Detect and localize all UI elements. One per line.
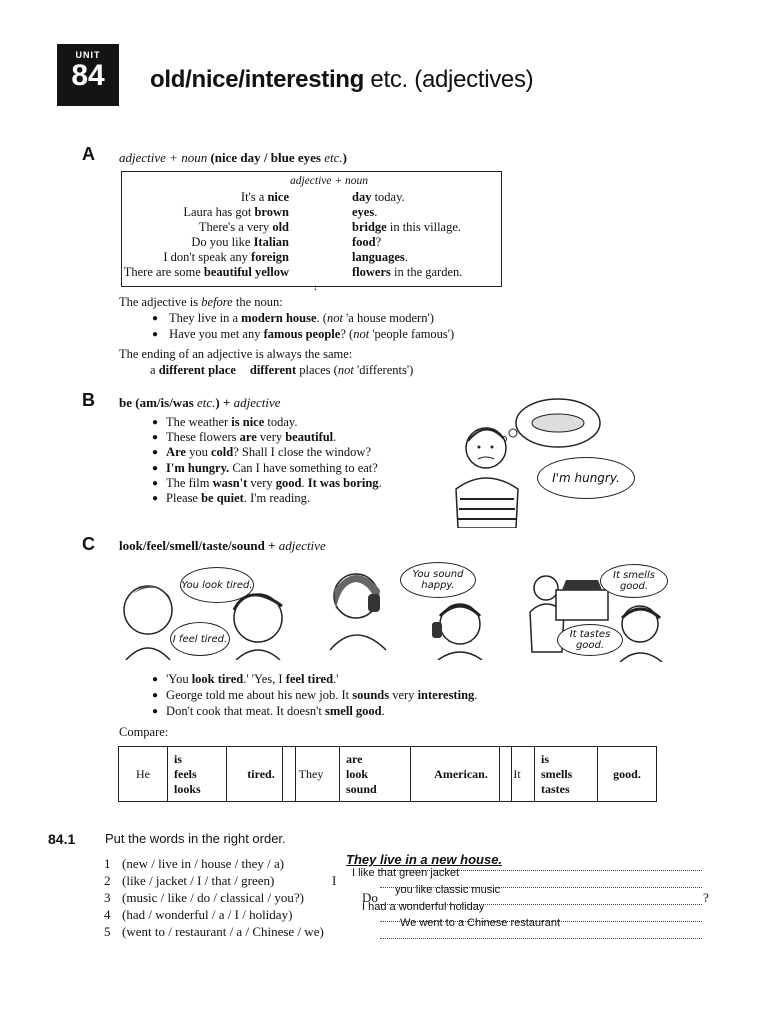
row-adjective: nice	[267, 190, 289, 204]
table-row-left	[183, 205, 289, 220]
answer-text[interactable]: They live in a new house.	[346, 852, 503, 867]
plate-of-food-icon	[532, 414, 584, 432]
seg-bold: be (am/is/was	[119, 395, 194, 410]
table-row-right	[352, 250, 408, 265]
table-row-left	[124, 265, 289, 280]
bullet-line	[152, 430, 336, 445]
bullet-line	[152, 688, 477, 703]
seg: 'You	[166, 672, 192, 686]
seg-italic: etc.	[197, 395, 216, 410]
section-a-heading-etc: etc.	[324, 150, 343, 165]
seg: The weather	[166, 415, 232, 429]
compare-adjective: tired.	[247, 766, 275, 781]
ending-note: The ending of an adjective is always the same:	[119, 347, 353, 361]
row-pre: Do you like	[191, 235, 254, 249]
item-number: 4	[104, 907, 111, 922]
bullet-line	[152, 704, 385, 719]
row-adjective: old	[272, 220, 289, 234]
title-rest: etc. (adjectives)	[364, 66, 534, 93]
seg: today.	[264, 415, 298, 429]
row-noun: languages	[352, 250, 405, 264]
exercise-item	[104, 856, 284, 872]
table-row-right	[352, 205, 377, 220]
seg: These flowers	[166, 430, 240, 445]
compare-subject: It	[500, 747, 535, 801]
answer-suffix: ?	[703, 890, 709, 905]
a-bullet-1	[152, 311, 434, 326]
row-pre: There are some	[123, 265, 204, 279]
seg: .' 'Yes, I	[243, 672, 286, 686]
seg-italic: not	[353, 327, 370, 341]
answer-text[interactable]: I like that green jacket	[352, 867, 460, 879]
section-a-heading-bold: (nice day / blue eyes	[210, 150, 321, 165]
answer-text[interactable]: We went to a Chinese restaurant	[400, 917, 560, 929]
compare-adjective: good.	[613, 766, 641, 781]
row-post: in the garden.	[390, 265, 463, 279]
title-bold: old/nice/interesting	[150, 66, 365, 93]
item-number: 3	[104, 890, 111, 905]
seg: very	[389, 688, 418, 702]
compare-label: Compare:	[119, 725, 169, 739]
section-c-heading	[119, 538, 326, 554]
section-b-letter: B	[82, 390, 95, 410]
seg-bold: beautiful	[285, 430, 334, 445]
table-row-left	[191, 235, 289, 250]
row-noun: flowers	[352, 265, 391, 279]
exercise-item	[104, 890, 304, 906]
seg-bold: feel tired	[285, 672, 334, 686]
row-noun: bridge	[352, 220, 387, 234]
compare-verb: look	[346, 766, 369, 781]
seg-bold: different	[249, 363, 297, 377]
exercise-item	[104, 924, 324, 940]
section-a-letter: A	[82, 144, 95, 164]
seg: .	[381, 704, 385, 718]
seg-bold: Are	[166, 445, 186, 460]
item-number: 1	[104, 856, 111, 871]
seg-italic: not	[337, 363, 354, 377]
seg-italic: not	[326, 311, 343, 325]
before-text-2: the noun:	[232, 295, 283, 309]
seg: Can I have something to eat?	[229, 460, 378, 475]
unit-badge	[57, 44, 119, 106]
table-row-right	[352, 190, 405, 205]
table-row-right	[352, 265, 462, 280]
seg: ? Shall I close the window?	[233, 445, 371, 460]
seg: Please	[166, 491, 202, 505]
bubble-you-sound-happy: You sound happy.	[400, 562, 476, 598]
row-post: ?	[375, 235, 382, 249]
seg: very	[247, 475, 276, 490]
answer-prefix: I	[332, 873, 337, 888]
section-a-heading-italic: adjective + noun	[119, 150, 208, 165]
seg: ? (	[340, 327, 354, 341]
section-c-letter: C	[82, 534, 95, 554]
item-number: 2	[104, 873, 111, 888]
before-text-1: The adjective is	[119, 295, 202, 309]
seg-italic: adjective	[278, 538, 326, 553]
row-pre: There's a very	[198, 220, 273, 234]
answer-text[interactable]: you like classic music	[395, 884, 501, 896]
boy-body	[456, 478, 518, 528]
seg: .	[301, 475, 308, 490]
cooker-icon	[556, 590, 608, 620]
section-a-heading	[119, 150, 347, 166]
ending-example	[150, 363, 413, 378]
bubble-i-feel-tired: I feel tired.	[170, 622, 230, 656]
item-words: (went to / restaurant / a / Chinese / we)	[122, 924, 324, 939]
seg: They live in a	[168, 311, 242, 325]
item-words: (new / live in / house / they / a)	[122, 856, 285, 871]
hungry-boy-illustration	[448, 393, 648, 528]
adjective-before-note	[119, 295, 283, 310]
compare-subject: He	[119, 747, 168, 801]
seg-bold: famous people	[263, 327, 341, 341]
seg: George told me about his new job. It	[166, 688, 353, 702]
row-adjective: Italian	[253, 235, 289, 249]
item-number: 5	[104, 924, 111, 939]
seg: Have you met any	[169, 327, 264, 341]
seg-bold: modern house	[241, 311, 317, 325]
compare-verbs	[535, 747, 598, 801]
answer-line[interactable]	[380, 938, 702, 939]
exercise-item	[104, 907, 292, 923]
bullet-line	[152, 491, 310, 506]
seg-bold: good	[275, 475, 302, 490]
compare-table	[118, 746, 296, 802]
exercise-instruction: Put the words in the right order.	[105, 831, 286, 846]
bubble-it-smells-good: It smells good.	[600, 564, 668, 598]
row-adjective: beautiful yellow	[203, 265, 289, 279]
compare-adjective: American.	[434, 766, 488, 781]
table-row-right	[352, 220, 461, 235]
seg: Don't cook that meat. It doesn't	[166, 704, 326, 718]
compare-verb: smells	[541, 766, 573, 781]
seg-bold: different place	[158, 363, 236, 377]
exercise-number: 84.1	[48, 831, 76, 847]
section-b-heading	[119, 395, 281, 411]
item-words: (had / wonderful / a / I / holiday)	[122, 907, 293, 922]
seg: 'differents')	[353, 363, 414, 377]
seg-bold: smell good	[325, 704, 382, 718]
table-row-right	[352, 235, 381, 250]
before-italic: before	[201, 295, 233, 309]
seg: 'a house modern')	[342, 311, 434, 325]
seg-bold: are	[239, 430, 257, 445]
seg: 'people famous')	[369, 327, 455, 341]
compare-verb: is	[174, 751, 183, 766]
seg: .	[378, 475, 382, 490]
seg: .	[474, 688, 478, 702]
item-words: (like / jacket / I / that / green)	[122, 873, 275, 888]
compare-subject: They	[283, 747, 340, 801]
seg-bold: ) +	[215, 395, 234, 410]
bullet-line	[152, 672, 338, 687]
compare-verbs	[168, 747, 227, 801]
table-row-left	[241, 190, 289, 205]
compare-table	[282, 746, 512, 802]
row-post: today.	[371, 190, 405, 204]
row-noun: day	[352, 190, 372, 204]
seg-bold: is nice	[231, 415, 265, 429]
bullet-line	[152, 461, 378, 476]
seg-italic: adjective	[233, 395, 281, 410]
table-row-left	[199, 220, 289, 235]
bullet-line	[152, 415, 298, 430]
seg: very	[256, 430, 286, 445]
seg-bold: I'm hungry.	[166, 460, 230, 475]
row-pre: I don't speak any	[163, 250, 252, 264]
compare-verb: feels	[174, 766, 197, 781]
seg-bold: wasn't	[212, 475, 248, 490]
row-adjective: foreign	[251, 250, 289, 264]
row-pre: It's a	[240, 190, 268, 204]
seg-bold: look/feel/smell/taste/sound +	[119, 538, 279, 553]
seg-bold: It was boring	[307, 475, 379, 490]
unit-number: 84	[71, 59, 105, 92]
seg: a	[150, 363, 159, 377]
compare-verb: tastes	[541, 781, 570, 796]
unit-label: UNIT	[75, 50, 101, 60]
row-pre: Laura has got	[183, 205, 255, 219]
bullet-line	[152, 476, 382, 491]
row-post: .	[404, 250, 408, 264]
seg: .'	[333, 672, 339, 686]
bullet-line	[152, 445, 371, 460]
bubble-it-tastes-good: It tastes good.	[557, 624, 623, 656]
seg: The film	[166, 475, 213, 490]
compare-verb: sound	[346, 781, 377, 796]
answer-text[interactable]: I had a wonderful holiday	[362, 901, 485, 913]
exercise-item	[104, 873, 274, 889]
adjective-noun-table	[121, 171, 502, 292]
row-adjective: brown	[254, 205, 289, 219]
compare-verb: looks	[174, 781, 201, 796]
row-noun: food	[352, 235, 376, 249]
seg: . (	[316, 311, 327, 325]
compare-table	[499, 746, 657, 802]
answer-prefix: Do	[362, 890, 378, 905]
row-noun: eyes	[352, 205, 375, 219]
arrow-icon: ↓	[313, 282, 318, 292]
item-words: (music / like / do / classical / you?)	[122, 890, 304, 905]
a-bullet-2	[152, 327, 454, 342]
section-a-heading-close: )	[342, 150, 347, 165]
seg-bold: cold	[210, 445, 234, 460]
page-title	[150, 66, 533, 94]
hungry-speech-bubble: I'm hungry.	[537, 457, 635, 499]
row-post: in this village.	[386, 220, 462, 234]
bubble-you-look-tired: You look tired.	[180, 567, 254, 603]
seg-bold: interesting	[417, 688, 475, 702]
seg: places (	[296, 363, 338, 377]
seg-bold: sounds	[352, 688, 390, 702]
seg: . I'm reading.	[243, 491, 310, 505]
compare-verbs	[340, 747, 411, 801]
seg-bold: look tired	[191, 672, 244, 686]
seg: .	[333, 430, 337, 445]
compare-verb: are	[346, 751, 363, 766]
compare-verb: is	[541, 751, 550, 766]
seg: you	[185, 445, 211, 460]
table-row-left	[163, 250, 289, 265]
seg-bold: be quiet	[201, 491, 244, 505]
row-post: .	[374, 205, 378, 219]
table-header: adjective + noun	[290, 175, 369, 187]
